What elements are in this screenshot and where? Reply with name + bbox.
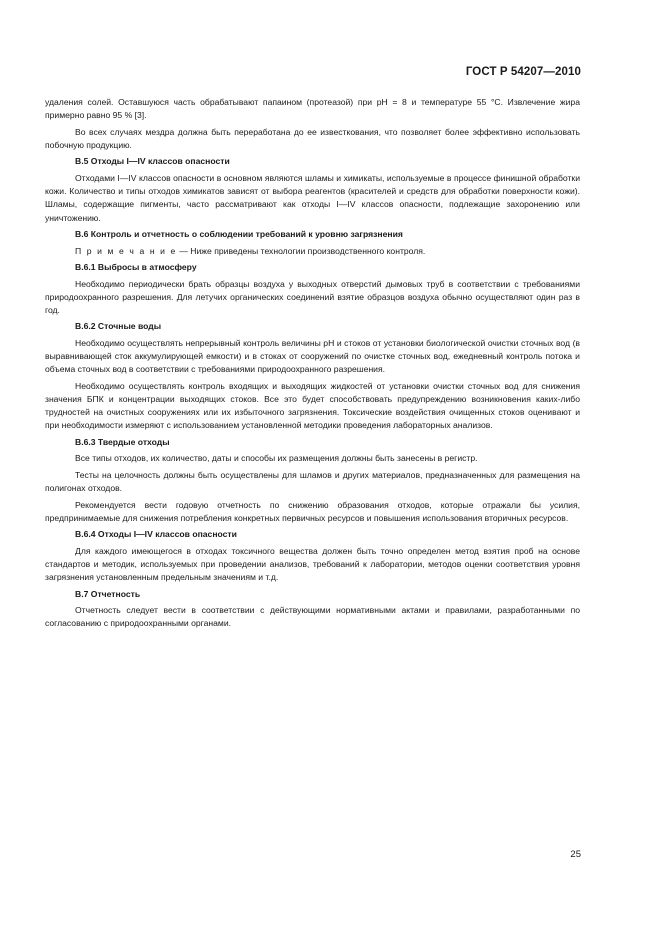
section-heading-b64: В.6.4 Отходы I—IV классов опасности <box>75 529 237 540</box>
section-heading-b63: В.6.3 Твердые отходы <box>75 436 170 447</box>
section-heading-b6: В.6 Контроль и отчетность о соблюдении требований к уровню загрязнения <box>75 229 403 240</box>
section-heading-b7: В.7 Отчетность <box>75 588 141 599</box>
paragraph: Тесты на целочность должны быть осуществлены для шламов и других материалов, предназначенных для размещения на полигонах отходов. <box>45 469 580 494</box>
page-number: 25 <box>570 849 581 860</box>
note-label: П р и м е ч а н и е <box>75 245 177 256</box>
document-body <box>45 96 580 634</box>
paragraph: Отходами I—IV классов опасности в основном являются шламы и химикаты, используемые в процессе финишной обработки кожи. Количество и типы отходов химикатов зависят от выбора реагентов (красителей и средств для обработки поверхности кожи). Шламы, содержащие пигменты, часто рассматривают как отходы I—IV классов опасности, подлежащие захоронению или уничтожению. <box>45 172 580 223</box>
paragraph: Во всех случаях мездра должна быть переработана до ее известкования, что позволяет более эффективно использовать побочную продукцию. <box>45 126 580 150</box>
paragraph: Рекомендуется вести годовую отчетность по снижению образования отходов, которые отражали бы усилия, предпринимаемые для снижения потребления конкретных первичных ресурсов и повышения использования вторичных ресурсов. <box>45 499 580 523</box>
paragraph: Необходимо периодически брать образцы воздуха у выходных отверстий дымовых труб в соответствии с требованиями природоохранного разрешения. Для летучих органических соединений взятие образцов воздуха обычно осуществляют один раз в год. <box>45 278 580 315</box>
paragraph: Все типы отходов, их количество, даты и способы их размещения должны быть занесены в регистр. <box>75 453 478 464</box>
standard-code: ГОСТ Р 54207—2010 <box>465 66 581 78</box>
paragraph: удаления солей. Оставшуюся часть обрабатывают папаином (протеазой) при pH = 8 и температуре 55 °С. Извлечение жира примерно равно 95 % [3]. <box>45 97 580 121</box>
section-heading-b62: В.6.2 Сточные воды <box>75 321 162 332</box>
paragraph: Отчетность следует вести в соответствии с действующими нормативными актами и правилами, разработанными по согласованию с природоохранными органами. <box>45 605 580 629</box>
section-heading-b61: В.6.1 Выбросы в атмосферу <box>75 262 197 273</box>
note-text: — Ниже приведены технологии производственного контроля. <box>176 245 426 256</box>
note <box>45 245 580 258</box>
paragraph: Необходимо осуществлять непрерывный контроль величины pH и стоков от установки биологической очистки сточных вод (в выравнивающей сток аккумулирующей емкости) и в стоках от сооружений по очистке сточных вод, ежедневный контроль потока и объема сточных вод в соответствии с требованиями природоохранного разрешения. <box>45 337 580 375</box>
paragraph: Для каждого имеющегося в отходах токсичного вещества должен быть точно определен метод взятия проб на основе стандартов и методик, используемых при проведении анализов, требований к лаборатории, методов оценки соответствия уровня загрязнения установленным предельным значениям и т.д. <box>45 545 580 583</box>
paragraph: Необходимо осуществлять контроль входящих и выходящих жидкостей от установки очистки сточных вод для снижения значения БПК и концентрации выходящих стоков. Все это будет способствовать предупреждению возникновения каких-либо трудностей на очистных сооружениях или их избыточного загрязнения. Токсические воздействия очищенных стоков оценивают и при необходимости измеряют с использованием установленной методики проведения лабораторных анализов. <box>45 380 580 431</box>
section-heading-b5: В.5 Отходы I—IV классов опасности <box>75 156 230 167</box>
